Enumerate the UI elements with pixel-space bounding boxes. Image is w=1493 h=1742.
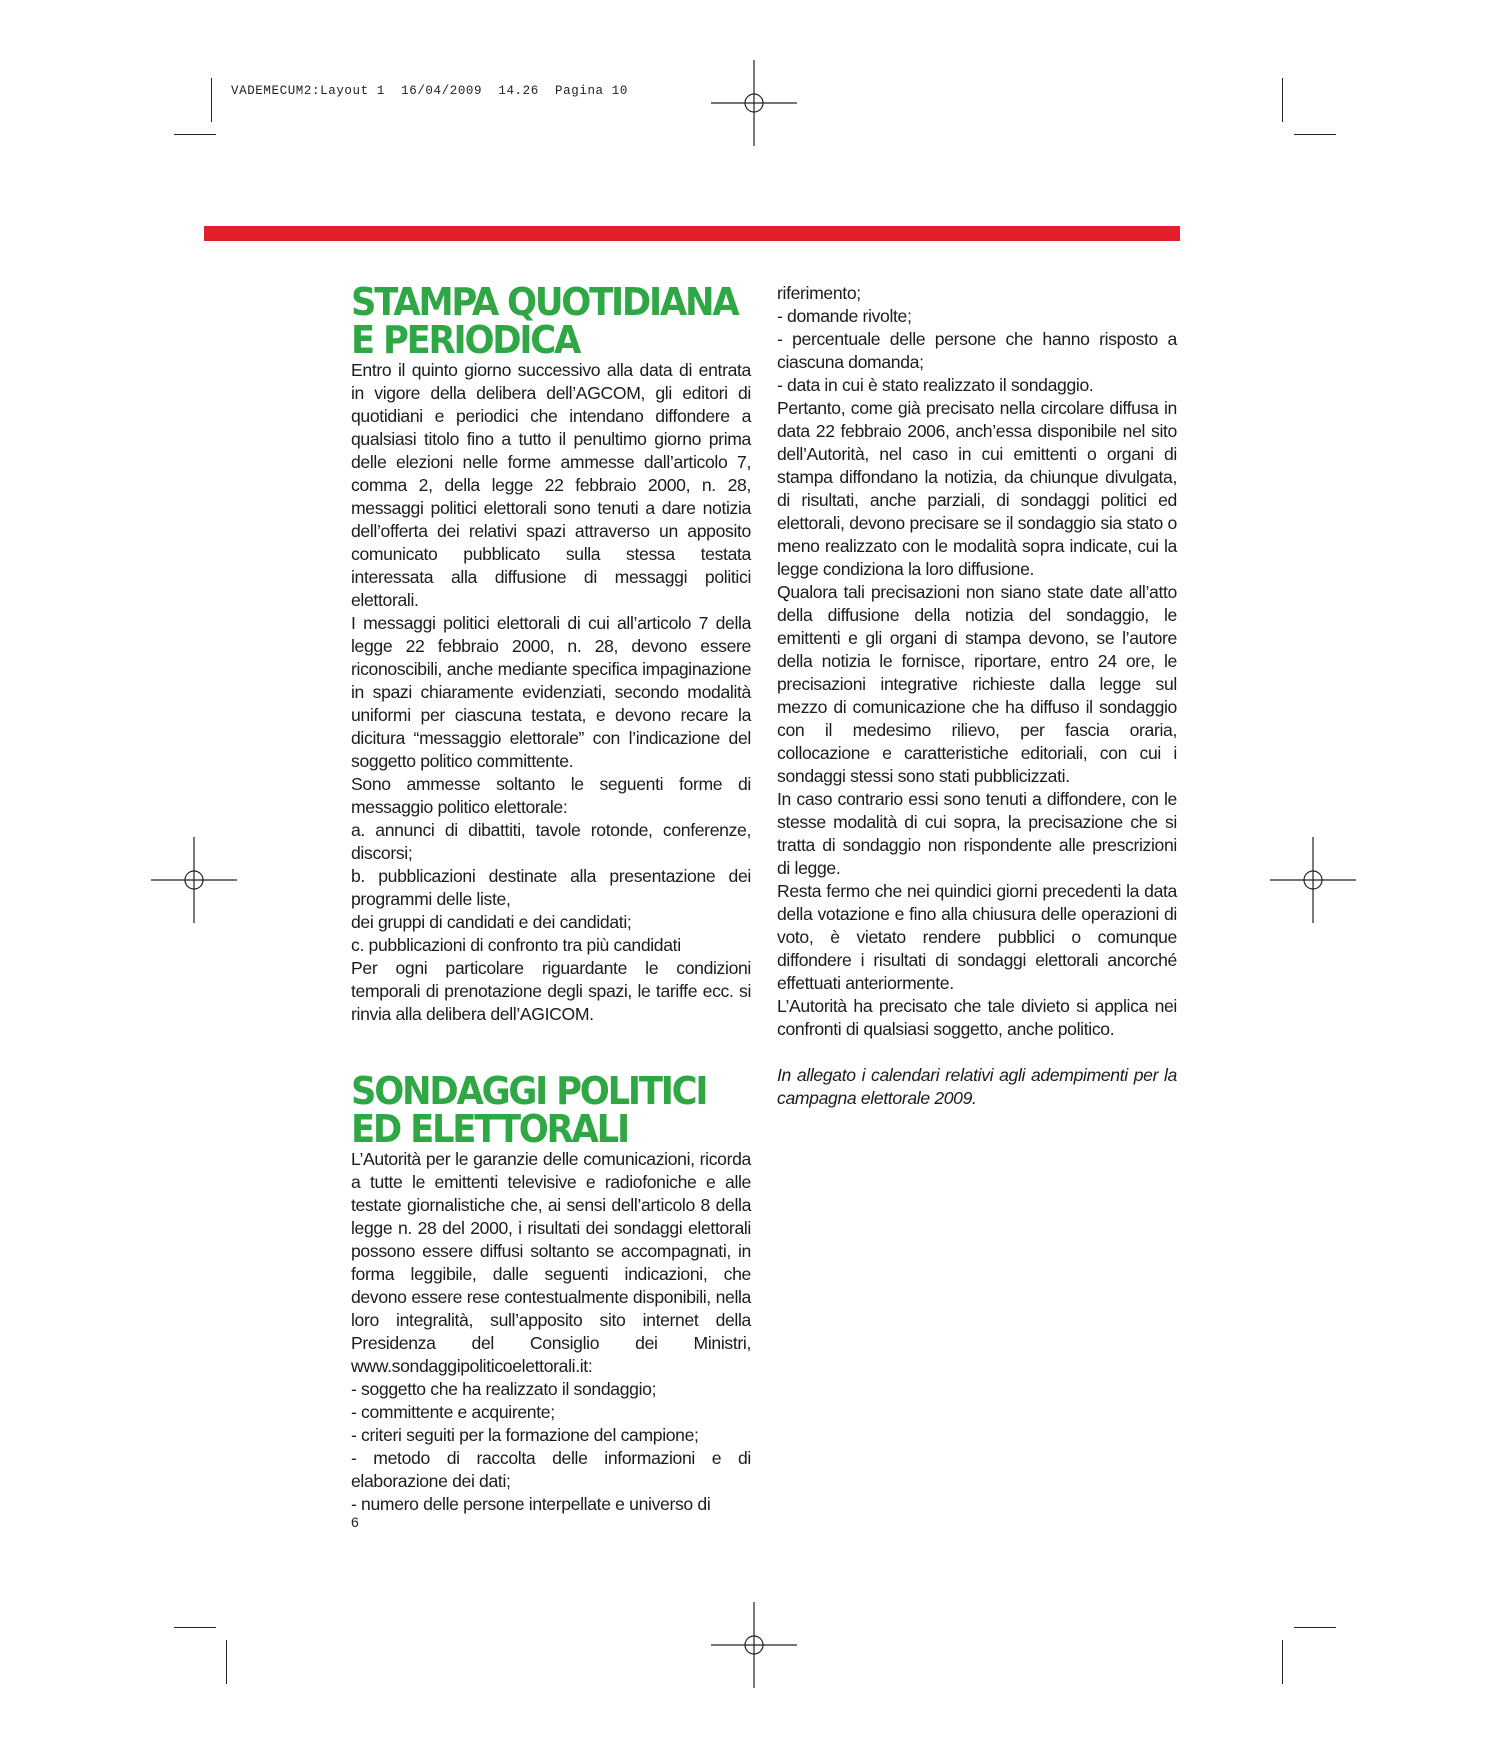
paragraph: L’Autorità per le garanzie delle comunicazioni, ricorda a tutte le emittenti televisive e radiofoniche e alle testate giornalistiche che, ai sensi dell’articolo 8 della legge n. 28 del 2000, i risultati dei sondaggi elettorali possono essere diffusi soltanto se accompagnati, in forma leggibile, dalle seguenti indicazioni, che devono essere rese contestualmente disponibili, nella loro integralità, sull’apposito sito internet della Presidenza del Consiglio dei Ministri, www.sondaggipoliticoelettorali.it:: [351, 1149, 751, 1376]
list-item: c. pubblicazioni di confronto tra più candidati: [351, 935, 681, 955]
list-item: - committente e acquirente;: [351, 1402, 555, 1422]
registration-mark-icon: [711, 1602, 797, 1688]
paragraph: L’Autorità ha precisato che tale divieto si applica nei confronti di qualsiasi soggetto, anche politico.: [777, 996, 1177, 1039]
paragraph: Pertanto, come già precisato nella circolare diffusa in data 22 febbraio 2006, anch’essa disponibile nel sito dell’Autorità, nel caso in cui emittenti o organi di stampa diffondano la notizia, da chiunque divulgata, di risultati, anche parziali, di sondaggi politici ed elettorali, devono precisare se il sondaggio sia stato o meno realizzato con le modalità sopra indicate, cui la legge condiziona la loro diffusione.: [777, 398, 1177, 579]
left-column: [351, 280, 751, 1516]
paragraph: Qualora tali precisazioni non siano state date all’atto della diffusione della notizia del sondaggio, le emittenti e gli organi di stampa devono, se l’autore della notizia le fornisce, riportare, entro 24 ore, le precisazioni integrative richieste dalla legge sul mezzo di comunicazione che ha diffuso il sondaggio con il medesimo rilievo, per fascia oraria, collocazione e caratteristiche editoriali, con cui i sondaggi stessi sono stati pubblicizzati.: [777, 582, 1177, 786]
heading-line: ED ELETTORALI: [351, 1107, 628, 1151]
list-item: - data in cui è stato realizzato il sondaggio.: [777, 375, 1094, 395]
list-item: - percentuale delle persone che hanno risposto a ciascuna domanda;: [777, 329, 1177, 372]
right-column: [777, 282, 1177, 1110]
paragraph: Sono ammesse soltanto le seguenti forme di messaggio politico elettorale:: [351, 774, 751, 817]
crop-mark: [211, 78, 212, 122]
paragraph: I messaggi politici elettorali di cui all’articolo 7 della legge 22 febbraio 2000, n. 28, devono essere riconoscibili, anche mediante specifica impaginazione in spazi chiaramente evidenziati, secondo modalità uniformi per ciascuna testata, e devono recare la dicitura “messaggio elettorale” con l’indicazione del soggetto politico committente.: [351, 613, 751, 771]
paragraph: Per ogni particolare riguardante le condizioni temporali di prenotazione degli spazi, le tariffe ecc. si rinvia alla delibera dell’AGICOM.: [351, 958, 751, 1024]
list-item: - criteri seguiti per la formazione del campione;: [351, 1425, 699, 1445]
italic-note: In allegato i calendari relativi agli adempimenti per la campagna elettorale 2009.: [777, 1065, 1177, 1108]
list-item: riferimento;: [777, 283, 861, 303]
list-item: b. pubblicazioni destinate alla presentazione dei programmi delle liste,: [351, 866, 751, 909]
registration-mark-icon: [151, 837, 237, 923]
registration-mark-icon: [1270, 837, 1356, 923]
paragraph: Entro il quinto giorno successivo alla data di entrata in vigore della delibera dell’AGCOM, gli editori di quotidiani e periodici che intendano diffondere a qualsiasi titolo fino a tutto il penultimo giorno prima delle elezioni nelle forme ammesse dall’articolo 7, comma 2, della legge 22 febbraio 2000, n. 28, messaggi politici elettorali sono tenuti a dare notizia dell’offerta dei relativi spazi attraverso un apposito comunicato pubblicato sulla stessa testata interessata alla diffusione di messaggi politici elettorali.: [351, 360, 751, 610]
list-item: dei gruppi di candidati e dei candidati;: [351, 912, 632, 932]
crop-mark: [174, 134, 216, 135]
page-number: 6: [351, 1514, 359, 1530]
list-item: - domande rivolte;: [777, 306, 912, 326]
list-item: - numero delle persone interpellate e universo di: [351, 1494, 711, 1514]
paragraph: Resta fermo che nei quindici giorni precedenti la data della votazione e fino alla chiusura delle operazioni di voto, è vietato rendere pubblici o comunque diffondere i risultati di sondaggi elettorali ancorché effettuati anteriormente.: [777, 881, 1177, 993]
crop-mark: [226, 1640, 227, 1684]
printer-slug: VADEMECUM2:Layout 1 16/04/2009 14.26 Pagina 10: [231, 84, 628, 98]
crop-mark: [1294, 134, 1336, 135]
heading-line: STAMPA QUOTIDIANA: [351, 280, 738, 324]
heading-line: SONDAGGI POLITICI: [351, 1069, 707, 1113]
crop-mark: [174, 1627, 216, 1628]
heading-line: E PERIODICA: [351, 318, 580, 362]
section-heading-stampa: [351, 280, 738, 362]
section-heading-sondaggi: [351, 1069, 723, 1151]
red-header-bar: [204, 226, 1180, 241]
list-item: a. annunci di dibattiti, tavole rotonde, conferenze, discorsi;: [351, 820, 751, 863]
list-item: - metodo di raccolta delle informazioni e di elaborazione dei dati;: [351, 1448, 751, 1491]
registration-mark-icon: [711, 60, 797, 146]
crop-mark: [1282, 1640, 1283, 1684]
crop-mark: [1294, 1627, 1336, 1628]
crop-mark: [1282, 78, 1283, 122]
paragraph: In caso contrario essi sono tenuti a diffondere, con le stesse modalità di cui sopra, la precisazione che si tratta di sondaggio non rispondente alle prescrizioni di legge.: [777, 789, 1177, 878]
list-item: - soggetto che ha realizzato il sondaggio;: [351, 1379, 657, 1399]
